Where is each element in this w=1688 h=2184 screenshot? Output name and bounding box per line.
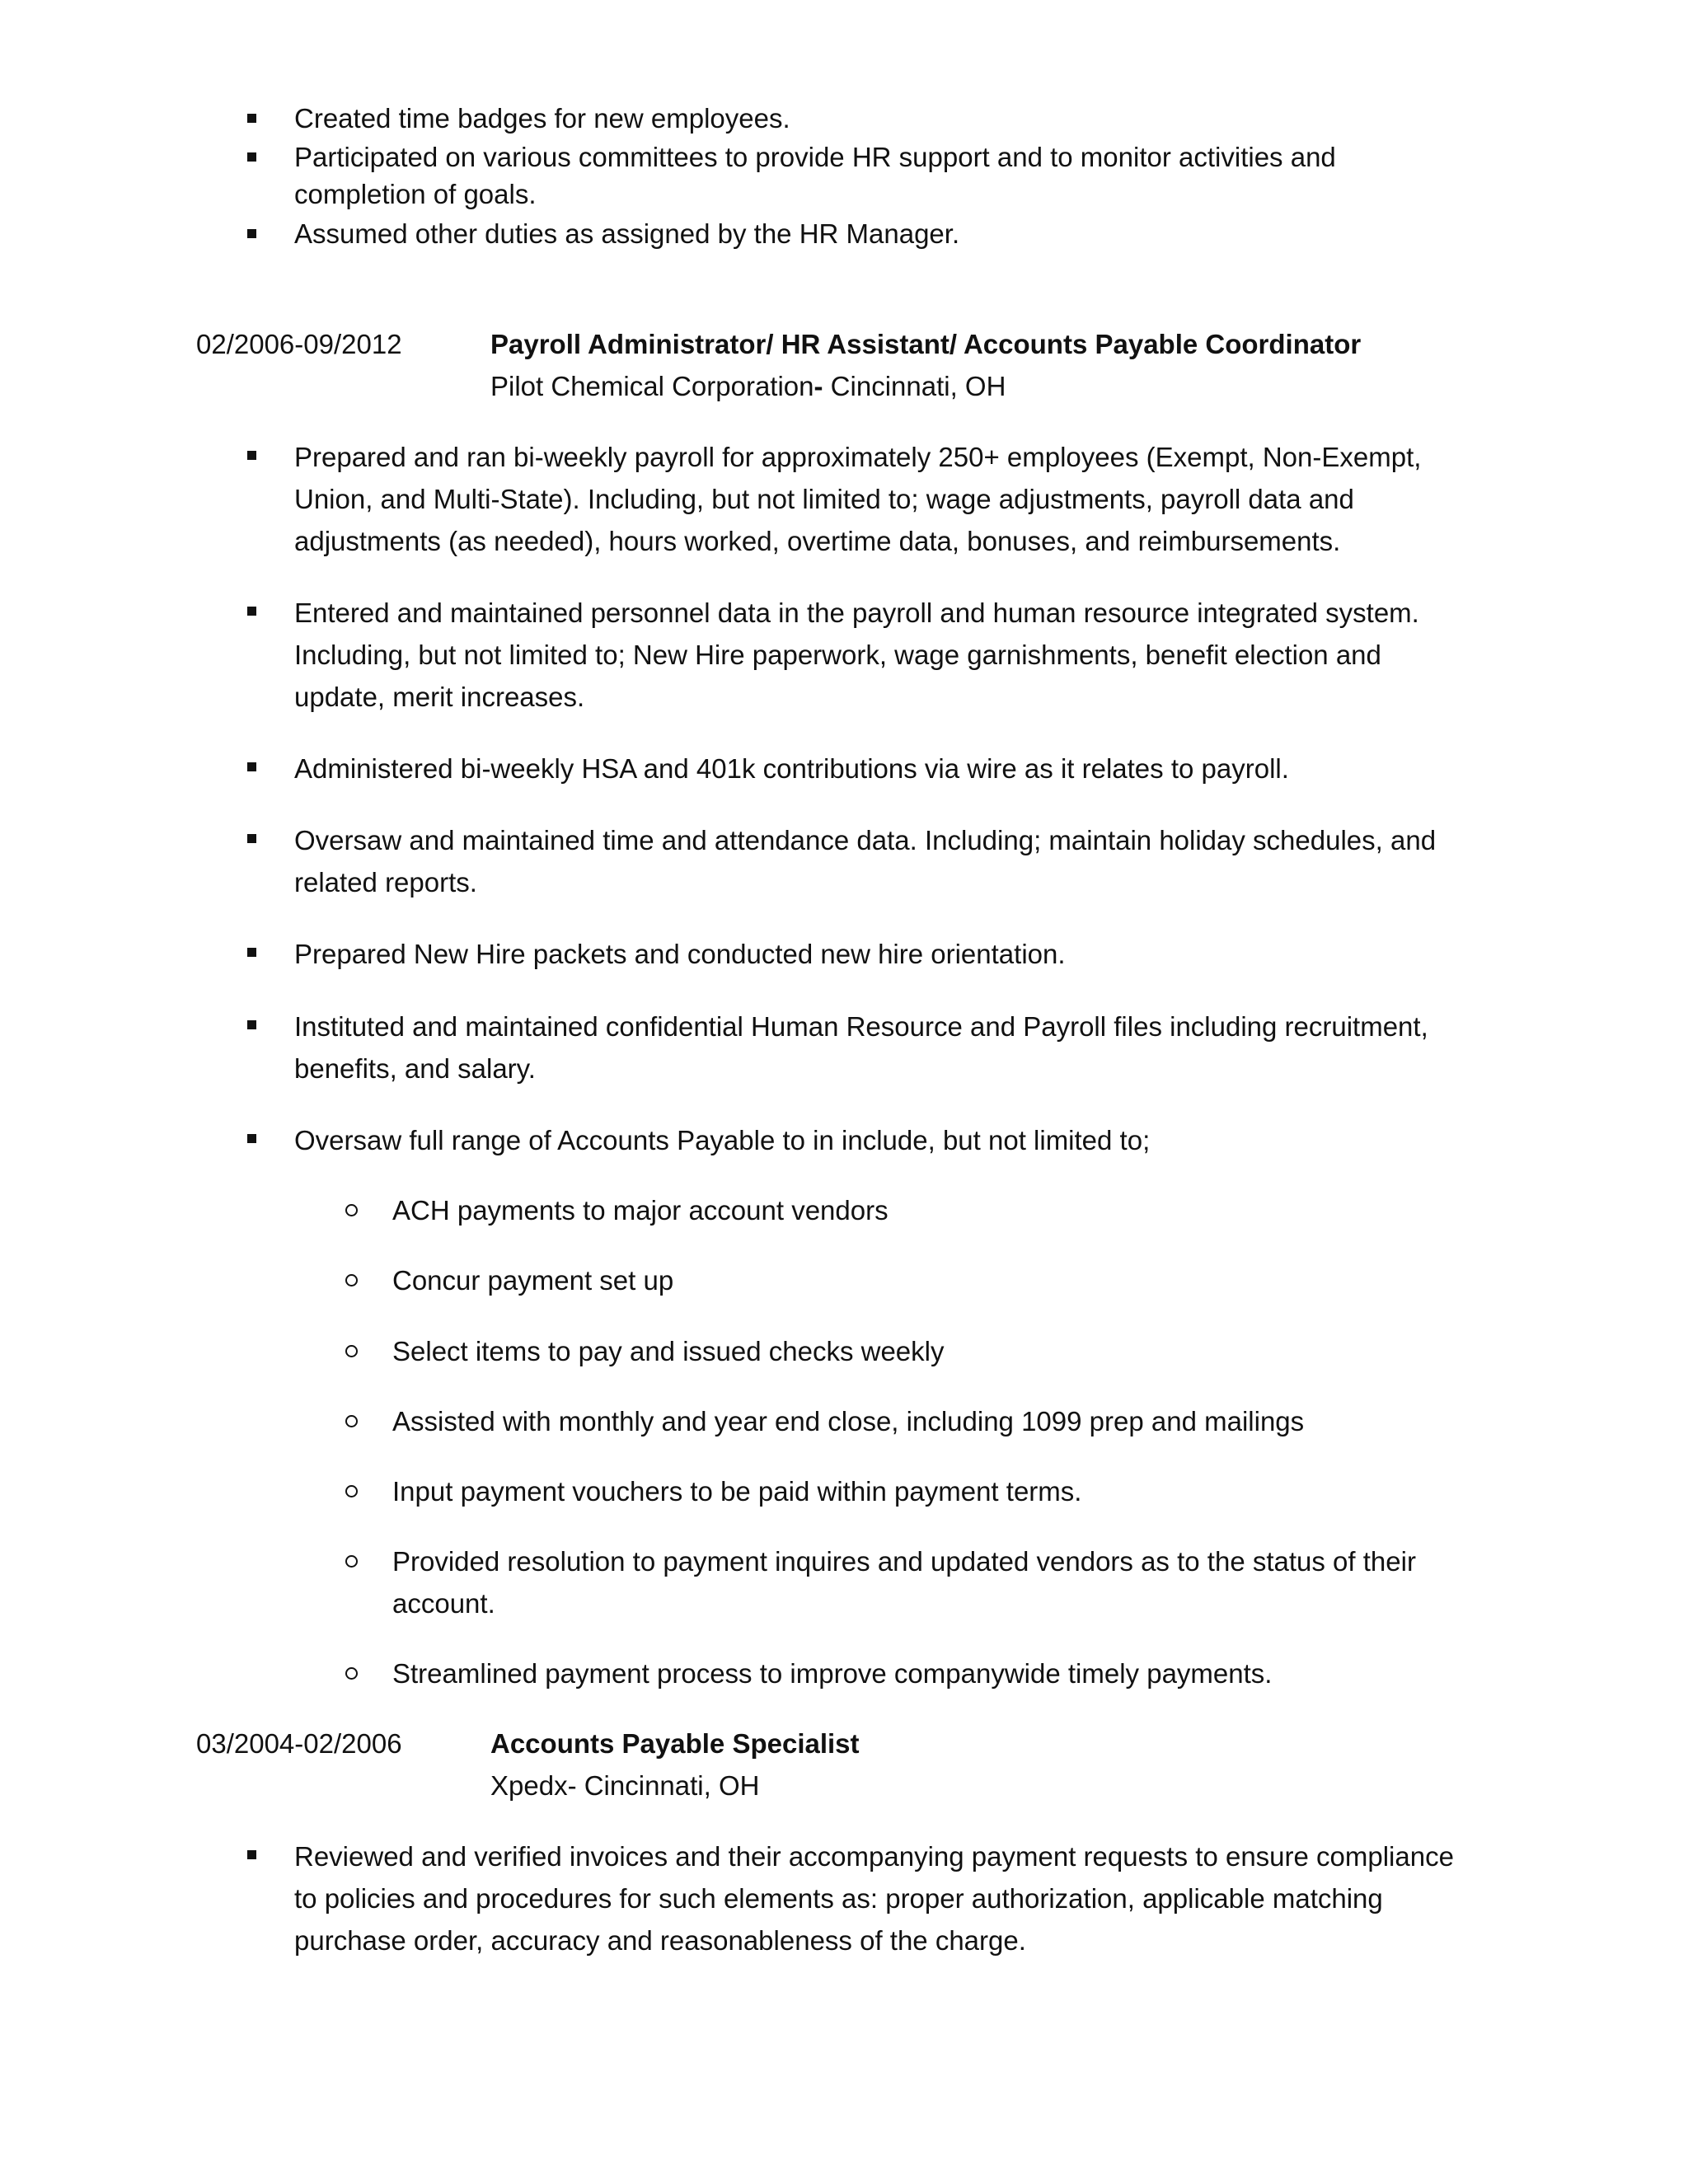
job-title: Payroll Administrator/ HR Assistant/ Accounts Payable Coordinator — [490, 329, 1362, 359]
bullet-text: Participated on various committees to provide HR support and to monitor activities and — [294, 142, 1336, 172]
sub-bullet-text: Input payment vouchers to be paid within payment terms. — [392, 1476, 1082, 1507]
bullet-text: update, merit increases. — [294, 682, 585, 712]
bullet-marker — [247, 114, 256, 123]
bullet-marker — [247, 1850, 256, 1859]
company-location: Cincinnati, OH — [823, 371, 1006, 401]
bullet-text: Oversaw full range of Accounts Payable to in include, but not limited to; — [294, 1125, 1151, 1155]
bullet-text: Reviewed and verified invoices and their accompanying payment requests to ensure compliance — [294, 1841, 1454, 1872]
bullet-text: Oversaw and maintained time and attendance data. Including; maintain holiday schedules, and — [294, 825, 1437, 855]
bullet-marker — [247, 1134, 256, 1143]
sub-bullet-text: Select items to pay and issued checks weekly — [392, 1336, 945, 1366]
bullet-text: Including, but not limited to; New Hire paperwork, wage garnishments, benefit election and — [294, 640, 1381, 670]
bullet-text: Administered bi-weekly HSA and 401k contributions via wire as it relates to payroll. — [294, 753, 1289, 784]
bullet-marker — [247, 1020, 256, 1029]
job-title: Accounts Payable Specialist — [490, 1728, 860, 1759]
sub-bullet-marker — [345, 1667, 358, 1680]
job-company — [490, 365, 1006, 408]
sub-bullet-marker — [345, 1485, 358, 1497]
company-dash: - — [814, 371, 823, 401]
sub-bullet-marker — [345, 1345, 358, 1357]
sub-bullet-text: Provided resolution to payment inquires and updated vendors as to the status of their — [392, 1546, 1416, 1577]
sub-bullet-marker — [345, 1555, 358, 1568]
sub-bullet-text: Streamlined payment process to improve companywide timely payments. — [392, 1658, 1273, 1689]
sub-bullet-marker — [345, 1415, 358, 1427]
bullet-text: to policies and procedures for such elements as: proper authorization, applicable matching — [294, 1883, 1383, 1914]
bullet-text: Assumed other duties as assigned by the HR Manager. — [294, 218, 960, 249]
bullet-marker — [247, 948, 256, 957]
company-name: Pilot Chemical Corporation — [490, 371, 814, 401]
bullet-marker — [247, 762, 256, 771]
sub-bullet-text: ACH payments to major account vendors — [392, 1195, 889, 1226]
job-dates: 03/2004-02/2006 — [196, 1728, 402, 1759]
bullet-text: related reports. — [294, 867, 477, 898]
bullet-text: Entered and maintained personnel data in the payroll and human resource integrated system. — [294, 598, 1419, 628]
bullet-text: Created time badges for new employees. — [294, 103, 790, 134]
sub-bullet-text: Assisted with monthly and year end close, including 1099 prep and mailings — [392, 1406, 1305, 1436]
sub-bullet-marker — [345, 1204, 358, 1216]
sub-bullet-text: account. — [392, 1588, 495, 1619]
bullet-text: benefits, and salary. — [294, 1053, 536, 1084]
bullet-text: Instituted and maintained confidential Human Resource and Payroll files including recruitment, — [294, 1011, 1428, 1042]
bullet-text: Prepared New Hire packets and conducted new hire orientation. — [294, 939, 1066, 969]
job-company: Xpedx- Cincinnati, OH — [490, 1770, 760, 1801]
bullet-text: Union, and Multi-State). Including, but not limited to; wage adjustments, payroll data and — [294, 484, 1354, 514]
bullet-text: purchase order, accuracy and reasonableness of the charge. — [294, 1925, 1026, 1956]
bullet-marker — [247, 152, 256, 162]
bullet-marker — [247, 607, 256, 616]
bullet-marker — [247, 451, 256, 460]
bullet-text: adjustments (as needed), hours worked, overtime data, bonuses, and reimbursements. — [294, 526, 1341, 556]
bullet-marker — [247, 229, 256, 238]
job-dates: 02/2006-09/2012 — [196, 329, 402, 359]
bullet-text: completion of goals. — [294, 179, 537, 209]
bullet-text: Prepared and ran bi-weekly payroll for approximately 250+ employees (Exempt, Non-Exempt, — [294, 442, 1422, 472]
bullet-marker — [247, 834, 256, 843]
sub-bullet-marker — [345, 1274, 358, 1286]
sub-bullet-text: Concur payment set up — [392, 1265, 674, 1296]
